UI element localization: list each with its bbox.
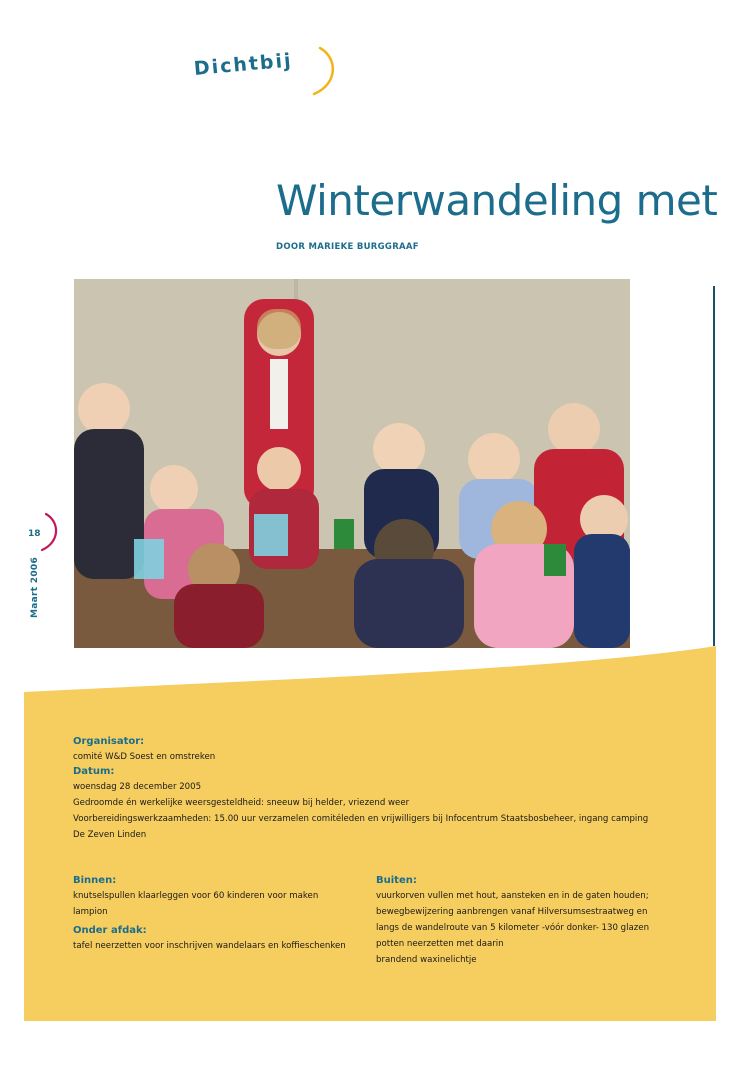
page-number: 18: [28, 529, 41, 539]
weather-text: Gedroomde én werkelijke weersgesteldheid: sneeuw bij helder, vriezend weer: [73, 798, 410, 808]
binnen-column: [73, 874, 363, 954]
event-info: [73, 735, 673, 843]
buiten-line1: vuurkorven vullen met hout, aansteken en in de gaten houden;: [376, 891, 649, 901]
binnen-line1: knutselspullen klaarleggen voor 60 kinderen voor maken: [73, 891, 319, 901]
buiten-column: [376, 874, 676, 968]
datum-label: Datum:: [73, 766, 115, 777]
buiten-line3: langs de wandelroute van 5 kilometer -vóór donker- 130 glazen: [376, 923, 650, 933]
article-photo: [74, 279, 630, 648]
buiten-line5: brandend waxinelichtje: [376, 955, 477, 965]
buiten-line2: bewegbewijzering aanbrengen vanaf Hilversumsestraatweg en: [376, 907, 648, 917]
buiten-label: Buiten:: [376, 875, 417, 886]
article-byline: DOOR MARIEKE BURGGRAAF: [276, 242, 419, 252]
buiten-line4: potten neerzetten met daarin: [376, 939, 504, 949]
datum-text: woensdag 28 december 2005: [73, 782, 202, 792]
page-edge-line: [713, 286, 715, 646]
organisator-label: Organisator:: [73, 736, 145, 747]
prep-text-line2: De Zeven Linden: [73, 830, 147, 840]
onder-afdak-label: Onder afdak:: [73, 925, 147, 936]
prep-text-line1: Voorbereidingswerkzaamheden: 15.00 uur verzamelen comitéleden en vrijwilligers bij Infocentrum Staatsbosbeheer, ingang camping: [73, 814, 649, 824]
binnen-line2: lampion: [73, 907, 108, 917]
yellow-band: [0, 640, 738, 1068]
article-title: Winterwandeling met: [276, 176, 718, 225]
dichtbij-logo: [192, 42, 342, 102]
organisator-text: comité W&D Soest en omstreken: [73, 752, 216, 762]
binnen-label: Binnen:: [73, 875, 117, 886]
onder-afdak-line1: tafel neerzetten voor inschrijven wandelaars en koffieschenken: [73, 941, 346, 951]
logo-text: Dichtbij: [193, 49, 294, 80]
issue-date: Maart 2006: [30, 556, 40, 618]
